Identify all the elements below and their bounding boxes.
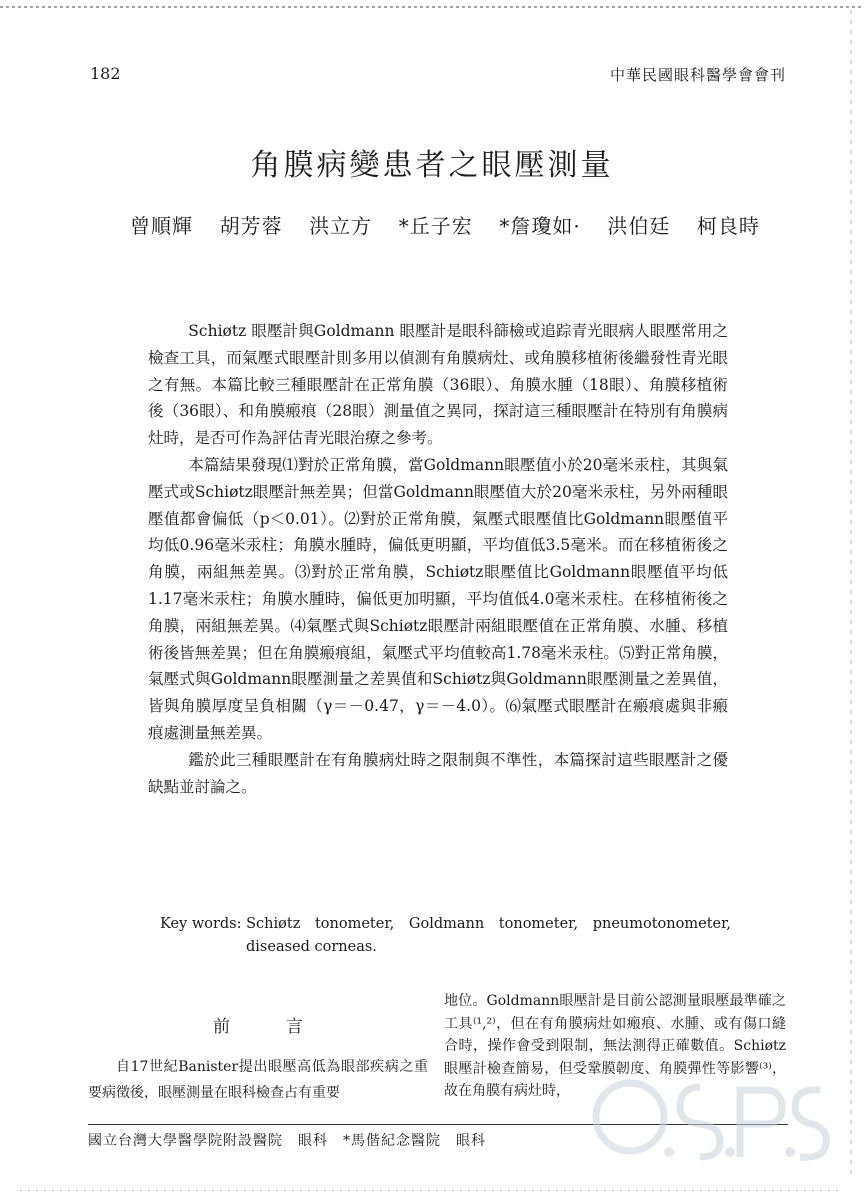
abstract-paragraph: 鑑於此三種眼壓計在有角膜病灶時之限制與不準性，本篇探討這些眼壓計之優缺點並討論之。	[148, 750, 728, 796]
intro-paragraph-continued: 地位。Goldmann眼壓計是目前公認測量眼壓最準確之工具⁽¹,²⁾，但在有角膜病灶如瘢痕、水腫、或有傷口縫合時，操作會受到限制，無法測得正確數值。Schiøtz 眼壓計檢查簡易，但受鞏膜韌度、角膜彈性等影響⁽³⁾，故在角膜有病灶時，	[444, 993, 786, 1100]
page-number: 182	[90, 64, 121, 83]
abstract-paragraph: 本篇結果發現⑴對於正常角膜，當Goldmann眼壓值小於20毫米汞柱，其與氣壓式或Schiøtz眼壓計無差異；但當Goldmann眼壓值大於20毫米汞柱，另外兩種眼壓值都會偏低（p＜0.01）。⑵對於正常角膜，氣壓式眼壓值比Goldmann眼壓值平均低0.96毫米汞柱；角膜水腫時，偏低更明顯，平均值低3.5毫米。而在移植術後之角膜，兩組無差異。⑶對於正常角膜，Schiøtz眼壓值比Goldmann眼壓值平均低1.17毫米汞柱；角膜水腫時，偏低更加明顯，平均值低4.0毫米汞柱。在移植術後之角膜，兩組無差異。⑷氣壓式與Schiøtz眼壓計兩組眼壓值在正常角膜、水腫、移植術後皆無差異；但在角膜瘢痕組，氣壓式平均值較高1.78毫米汞柱。⑸對正常角膜，氣壓式與Goldmann眼壓測量之差異值和Schiøtz與Goldmann眼壓測量之差異值，皆與角膜厚度呈負相關（γ＝－0.47，γ＝－4.0）。⑹氣壓式眼壓計在瘢痕處與非瘢痕處測量無差異。	[148, 455, 728, 742]
abstract	[148, 318, 728, 800]
keywords-label: Key words:	[160, 916, 242, 932]
author: 曾順輝	[130, 214, 193, 238]
abstract-paragraph: Schiøtz 眼壓計與Goldmann 眼壓計是眼科篩檢或追踪青光眼病人眼壓常用之檢查工具，而氣壓式眼壓計則多用以偵測有角膜病灶、或角膜移植術後繼發性青光眼之有無。本篇比較三種眼壓計在正常角膜（36眼）、角膜水腫（18眼）、角膜移植術後（36眼）、和角膜瘢痕（28眼）測量值之異同，探討這三種眼壓計在特別有角膜病灶時，是否可作為評估青光眼治療之參考。	[148, 322, 728, 448]
keywords-terms-continued: diseased corneas.	[246, 939, 377, 955]
author: *詹瓊如·	[499, 214, 581, 238]
article-title: 角膜病變患者之眼壓測量	[250, 148, 614, 183]
author: 洪立方	[309, 214, 373, 238]
intro-left-column	[88, 1010, 428, 1106]
scan-artifact-bottom	[20, 1190, 844, 1191]
section-heading: 前言	[213, 1017, 359, 1037]
scan-artifact-edge	[850, 10, 852, 1180]
author-list	[130, 210, 760, 239]
affiliation-footnote: 國立台灣大學醫學院附設醫院 眼科 *馬偕紀念醫院 眼科	[88, 1133, 486, 1149]
watermark-logo-icon	[590, 1062, 830, 1172]
keywords-terms: Schiøtz tonometer, Goldmann tonometer, pneumotonometer,	[246, 916, 732, 932]
author: 胡芳蓉	[219, 214, 283, 238]
intro-paragraph: 自17世紀Banister提出眼壓高低為眼部疾病之重要病徵後，眼壓測量在眼科檢查占有重要	[88, 1059, 428, 1101]
scan-artifact-top	[0, 6, 864, 8]
author: 洪伯廷	[607, 214, 671, 238]
journal-name: 中華民國眼科醫學會會刊	[609, 66, 786, 84]
author: *丘子宏	[398, 214, 473, 238]
keywords	[160, 913, 740, 959]
author: 柯良時	[696, 214, 760, 238]
